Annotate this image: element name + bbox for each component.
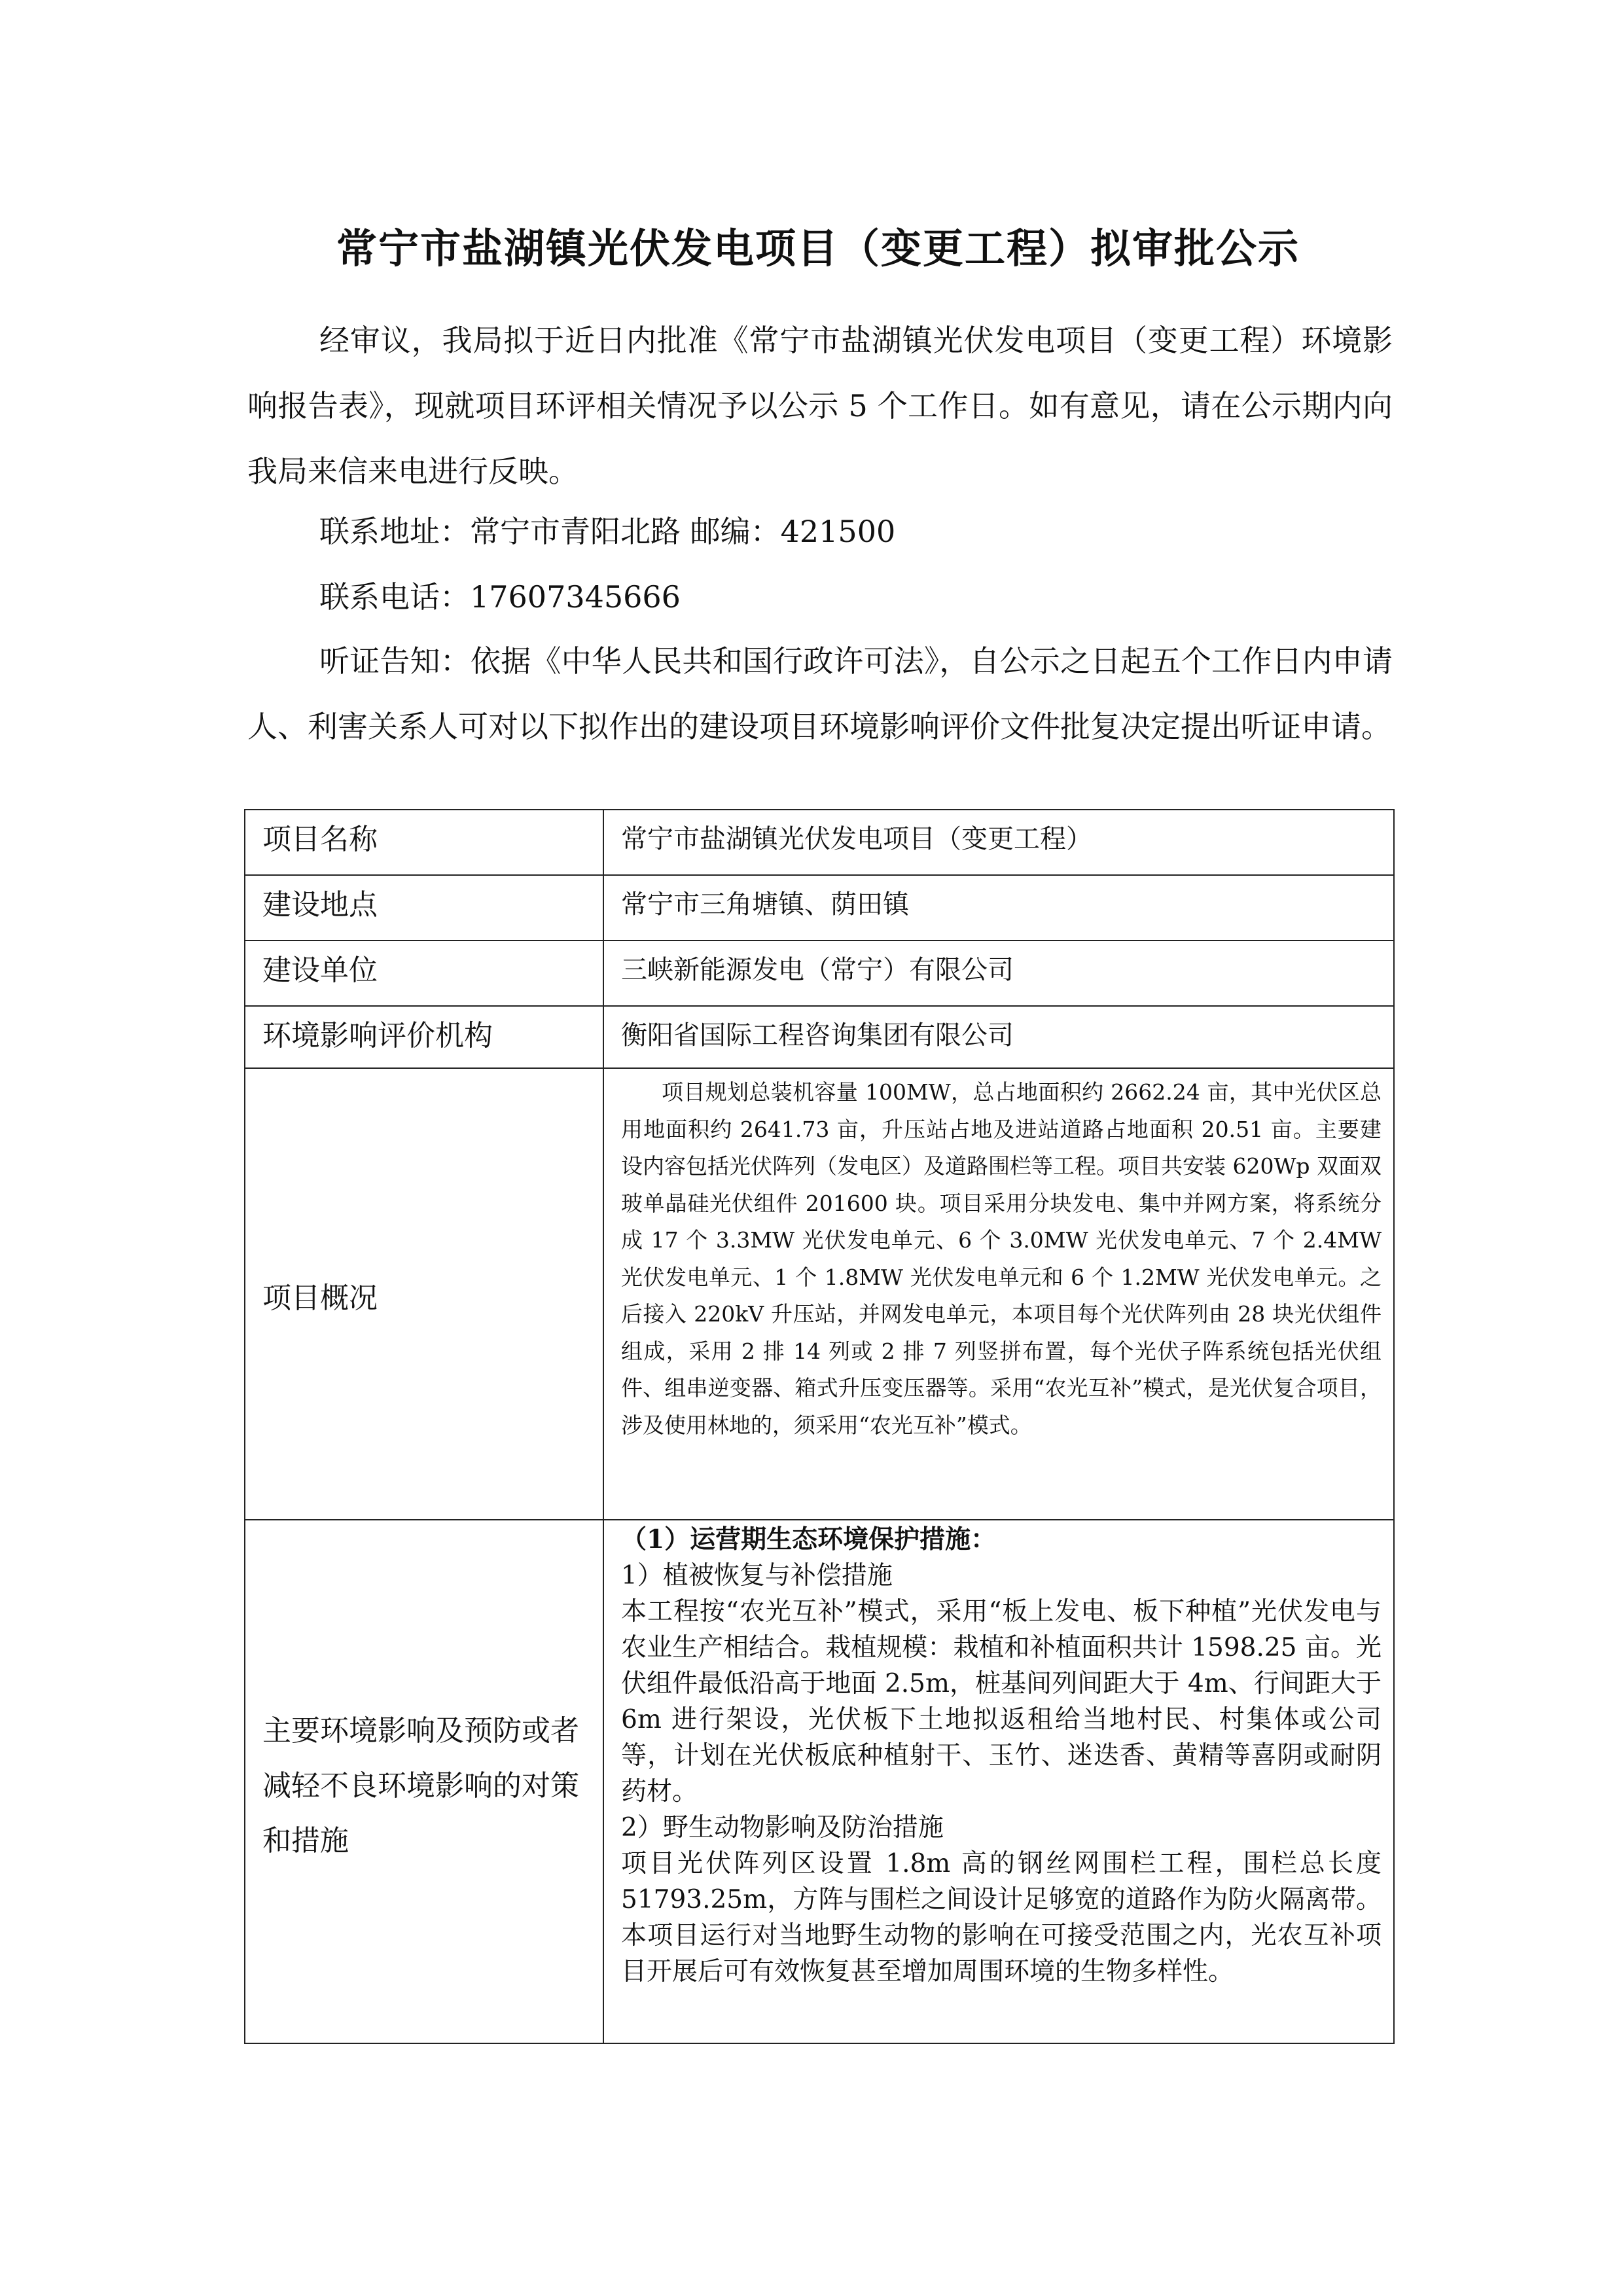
measures-heading: （1）运营期生态环境保护措施：	[621, 1524, 997, 1554]
measures-subheading-1: 1）植被恢复与补偿措施	[621, 1561, 893, 1590]
row-value: 常宁市盐湖镇光伏发电项目（变更工程）	[603, 810, 1394, 875]
row-value: 三峡新能源发电（常宁）有限公司	[603, 941, 1394, 1006]
contact-address: 联系地址：常宁市青阳北路 邮编：421500	[319, 514, 896, 549]
intro-paragraph: 经审议，我局拟于近日内批准《常宁市盐湖镇光伏发电项目（变更工程）环境影响报告表》，现就项目环评相关情况予以公示 5 个工作日。如有意见，请在公示期内向我局来信来电进行反映。	[247, 323, 1393, 489]
measures-subheading-2: 2）野生动物影响及防治措施	[621, 1813, 944, 1842]
hearing-notice: 听证告知：依据《中华人民共和国行政许可法》，自公示之日起五个工作日内申请人、利害关系人可对以下拟作出的建设项目环境影响评价文件批复决定提出听证申请。	[247, 643, 1393, 744]
row-label: 环境影响评价机构	[245, 1006, 603, 1068]
contact-phone: 联系电话：17607345666	[319, 579, 681, 615]
project-info-table	[244, 809, 1395, 2044]
table-row	[245, 875, 1394, 941]
row-label: 建设地点	[245, 875, 603, 941]
overview-text: 项目规划总装机容量 100MW，总占地面积约 2662.24 亩，其中光伏区总用地面积约 2641.73 亩，升压站占地及进站道路占地面积 20.51 亩。主要建设内容包括光伏阵列（发电区）及道路围栏等工程。项目共安装 620Wp 双面双玻单晶硅光伏组件 201600 块。项目采用分块发电、集中并网方案，将系统分成 17 个 3.3MW 光伏发电单元、6 个 3.0MW 光伏发电单元、7 个 2.4MW 光伏发电单元、1 个 1.8MW 光伏发电单元和 6 个 1.2MW 光伏发电单元。之后接入 220kV 升压站，并网发电单元，本项目每个光伏阵列由 28 块光伏组件组成，采用 2 排 14 列或 2 排 7 列竖拼布置，每个光伏子阵系统包括光伏组件、组串逆变器、箱式升压变压器等。采用“农光互补”模式，是光伏复合项目，涉及使用林地的，须采用“农光互补”模式。	[621, 1079, 1382, 1438]
row-value: 衡阳省国际工程咨询集团有限公司	[603, 1006, 1394, 1068]
table-row	[245, 1006, 1394, 1068]
measures-label: 主要环境影响及预防或者减轻不良环境影响的对策和措施	[245, 1520, 603, 2043]
table-row	[245, 941, 1394, 1006]
table-row	[245, 810, 1394, 875]
measures-text-1: 本工程按“农光互补”模式，采用“板上发电、板下种植”光伏发电与农业生产相结合。栽植规模：栽植和补植面积共计 1598.25 亩。光伏组件最低沿高于地面 2.5m，桩基间列间距大于 4m、行间距大于 6m 进行架设，光伏板下土地拟返租给当地村民、村集体或公司等，计划在光伏板底种植射干、玉竹、迷迭香、黄精等喜阴或耐阴药材。	[621, 1597, 1382, 1806]
table-row-overview	[245, 1068, 1394, 1520]
measures-text-2: 项目光伏阵列区设置 1.8m 高的钢丝网围栏工程，围栏总长度 51793.25m，方阵与围栏之间设计足够宽的道路作为防火隔离带。本项目运行对当地野生动物的影响在可接受范围之内，光农互补项目开展后可有效恢复甚至增加周围环境的生物多样性。	[621, 1849, 1382, 1986]
row-label: 建设单位	[245, 941, 603, 1006]
page-title: 常宁市盐湖镇光伏发电项目（变更工程）拟审批公示	[336, 224, 1300, 272]
overview-label: 项目概况	[245, 1068, 603, 1520]
table-row-measures	[245, 1520, 1394, 2043]
row-value: 常宁市三角塘镇、荫田镇	[603, 875, 1394, 941]
row-label: 项目名称	[245, 810, 603, 875]
